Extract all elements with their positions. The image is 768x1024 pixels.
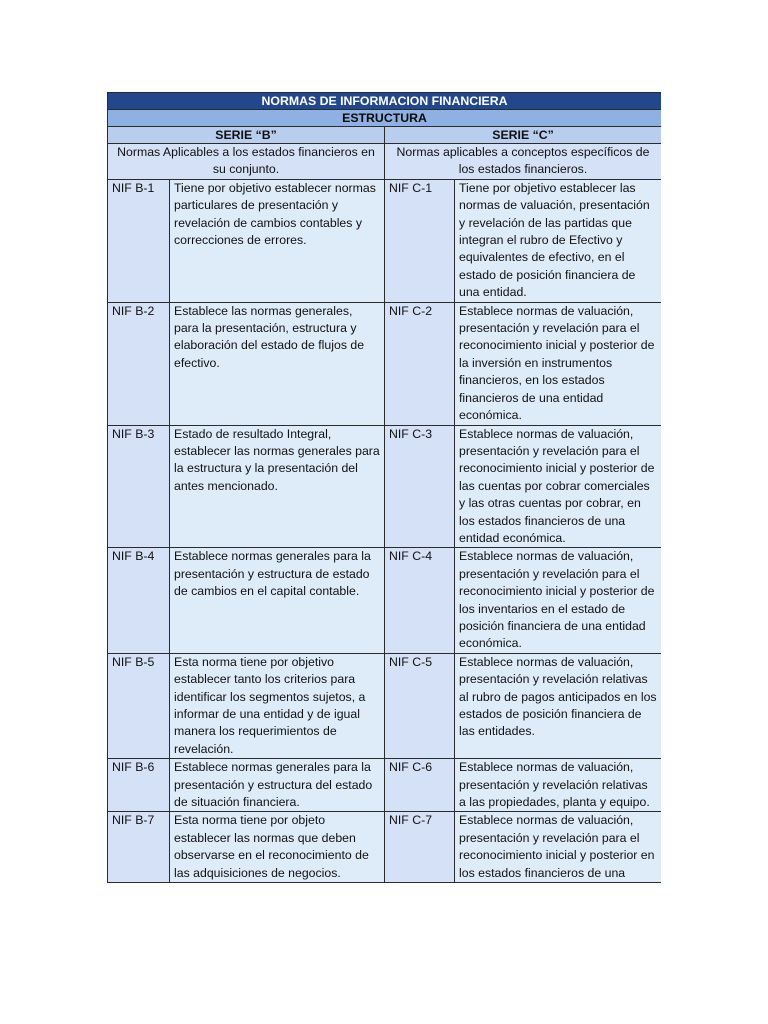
- subtitle-row: [108, 110, 662, 127]
- series-c-description: Normas aplicables a conceptos específicos de los estados financieros.: [385, 144, 662, 180]
- b-code-cell: NIF B-6: [108, 759, 170, 812]
- c-code-cell: NIF C-5: [385, 653, 455, 758]
- b-code-cell: NIF B-7: [108, 812, 170, 883]
- b-code-cell: NIF B-5: [108, 653, 170, 758]
- series-description-row: [108, 144, 662, 180]
- c-text-cell: Establece normas de valuación, presentación y revelación para el reconocimiento inicial y posterior en los estados financieros de una: [455, 812, 662, 883]
- c-code-cell: NIF C-6: [385, 759, 455, 812]
- b-text-cell: Tiene por objetivo establecer normas particulares de presentación y revelación de cambios contables y correcciones de errores.: [170, 179, 385, 302]
- b-code-cell: NIF B-3: [108, 425, 170, 548]
- title-row: [108, 93, 662, 110]
- b-text-cell: Establece normas generales para la presentación y estructura de estado de cambios en el capital contable.: [170, 548, 385, 653]
- table-row: [108, 179, 662, 302]
- c-text-cell: Establece normas de valuación, presentación y revelación relativas a las propiedades, planta y equipo.: [455, 759, 662, 812]
- series-b-header: SERIE “B”: [108, 127, 385, 144]
- table-row: [108, 653, 662, 758]
- b-text-cell: Estado de resultado Integral, establecer las normas generales para la estructura y la presentación del antes mencionado.: [170, 425, 385, 548]
- b-code-cell: NIF B-2: [108, 302, 170, 425]
- table-title: NORMAS DE INFORMACION FINANCIERA: [108, 93, 662, 110]
- b-text-cell: Esta norma tiene por objeto establecer las normas que deben observarse en el reconocimiento de las adquisiciones de negocios.: [170, 812, 385, 883]
- c-code-cell: NIF C-4: [385, 548, 455, 653]
- series-c-header: SERIE “C”: [385, 127, 662, 144]
- series-b-description: Normas Aplicables a los estados financieros en su conjunto.: [108, 144, 385, 180]
- series-header-row: [108, 127, 662, 144]
- table-row: [108, 812, 662, 883]
- table-row: [108, 425, 662, 548]
- document-page: [107, 92, 661, 917]
- table-subtitle: ESTRUCTURA: [108, 110, 662, 127]
- table-row: [108, 759, 662, 812]
- c-code-cell: NIF C-7: [385, 812, 455, 883]
- b-text-cell: Establece las normas generales, para la presentación, estructura y elaboración del estado de flujos de efectivo.: [170, 302, 385, 425]
- c-text-cell: Establece normas de valuación, presentación y revelación relativas al rubro de pagos anticipados en los estados de posición financiera de las entidades.: [455, 653, 662, 758]
- b-text-cell: Establece normas generales para la presentación y estructura del estado de situación financiera.: [170, 759, 385, 812]
- c-text-cell: Establece normas de valuación, presentación y revelación para el reconocimiento inicial y posterior de la inversión en instrumentos financieros, en los estados financieros de una entidad económica.: [455, 302, 662, 425]
- nif-structure-table: [107, 92, 661, 883]
- b-code-cell: NIF B-4: [108, 548, 170, 653]
- c-code-cell: NIF C-2: [385, 302, 455, 425]
- c-text-cell: Tiene por objetivo establecer las normas de valuación, presentación y revelación de las partidas que integran el rubro de Efectivo y equivalentes de efectivo, en el estado de posición financiera de una entidad.: [455, 179, 662, 302]
- c-text-cell: Establece normas de valuación, presentación y revelación para el reconocimiento inicial y posterior de las cuentas por cobrar comerciales y las otras cuentas por cobrar, en los estados financieros de una entidad económica.: [455, 425, 662, 548]
- table-viewport: [107, 92, 661, 917]
- c-code-cell: NIF C-1: [385, 179, 455, 302]
- b-text-cell: Esta norma tiene por objetivo establecer tanto los criterios para identificar los segmentos sujetos, a informar de una entidad y de igual manera los requerimientos de revelación.: [170, 653, 385, 758]
- table-row: [108, 302, 662, 425]
- table-row: [108, 548, 662, 653]
- c-text-cell: Establece normas de valuación, presentación y revelación para el reconocimiento inicial y posterior de los inventarios en el estado de posición financiera de una entidad económica.: [455, 548, 662, 653]
- b-code-cell: NIF B-1: [108, 179, 170, 302]
- c-code-cell: NIF C-3: [385, 425, 455, 548]
